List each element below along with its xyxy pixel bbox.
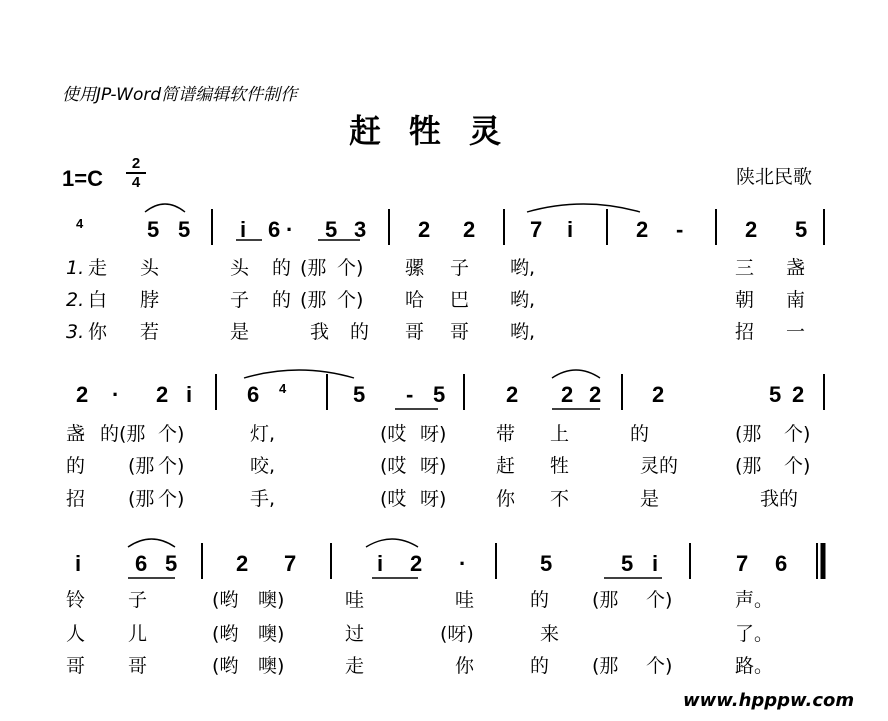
grace-note: 4: [279, 381, 287, 396]
note: 2: [561, 382, 574, 407]
tie: [244, 370, 354, 378]
note: 7: [284, 551, 297, 576]
note: ·: [459, 551, 467, 576]
lyric-syllable: 头: [230, 257, 250, 279]
lyric-syllable: (那: [735, 423, 762, 445]
lyric-syllable: 噢): [258, 589, 285, 611]
note: 3: [354, 217, 367, 242]
lyric-syllable: 哈: [405, 289, 425, 311]
note: i: [567, 217, 574, 242]
lyric-syllable: 你: [496, 488, 516, 510]
note: -: [676, 217, 684, 242]
grace-note: 4: [76, 216, 84, 231]
lyric-syllable: 呀): [420, 455, 447, 477]
lyric-syllable: (那: [128, 455, 155, 477]
lyric-syllable: (那: [128, 488, 155, 510]
lyric-syllable: 的: [272, 289, 292, 311]
lyric-syllable: (哟: [212, 589, 239, 611]
lyric-syllable: 哟,: [510, 321, 536, 343]
note: 2: [418, 217, 431, 242]
lyric-syllable: (呀): [440, 623, 474, 645]
note: 7: [530, 217, 543, 242]
lyric-syllable: (那: [592, 589, 619, 611]
lyric-syllable: 的: [630, 423, 650, 445]
lyric-syllable: (那: [300, 257, 327, 279]
note: 5: [325, 217, 338, 242]
lyric-syllable: 赶: [496, 455, 516, 477]
lyric-syllable: 个): [646, 589, 673, 611]
note: -: [406, 382, 414, 407]
note: 5: [769, 382, 782, 407]
note: i: [240, 217, 247, 242]
lyric-syllable: (哎: [380, 423, 407, 445]
note: 2: [410, 551, 423, 576]
lyric-syllable: 的: [530, 589, 550, 611]
note: 5: [540, 551, 553, 576]
tie: [527, 204, 640, 212]
lyric-syllable: 招: [66, 488, 86, 510]
lyric-syllable: (那: [300, 289, 327, 311]
lyric-syllable: 3.: [66, 321, 85, 343]
lyric-syllable: (哟: [212, 655, 239, 677]
lyric-syllable: (那: [592, 655, 619, 677]
lyric-syllable: 过: [345, 623, 365, 645]
lyric-syllable: 巴: [450, 289, 470, 311]
song-title: 赶牲灵: [349, 112, 530, 150]
lyric-syllable: 盏: [66, 423, 86, 445]
lyric-syllable: 呀): [420, 423, 447, 445]
note: ·: [286, 217, 294, 242]
note: i: [652, 551, 659, 576]
lyric-syllable: 一: [786, 321, 806, 343]
note: 5: [165, 551, 178, 576]
lyric-syllable: (哟: [212, 623, 239, 645]
key-signature: 1=C: [62, 166, 103, 191]
lyric-syllable: 走: [88, 257, 108, 279]
note: ·: [112, 382, 120, 407]
lyric-syllable: (哎: [380, 455, 407, 477]
note: 5: [178, 217, 191, 242]
lyric-syllable: 灯,: [250, 423, 276, 445]
note: 5: [621, 551, 634, 576]
lyric-syllable: (那: [735, 455, 762, 477]
lyric-syllable: 哥: [450, 321, 470, 343]
note: 2: [792, 382, 805, 407]
lyric-syllable: 个): [158, 455, 185, 477]
lyric-syllable: 咬,: [250, 455, 276, 477]
watermark: www.hpppw.com: [683, 690, 855, 711]
note: 5: [795, 217, 808, 242]
note: 7: [736, 551, 749, 576]
lyric-syllable: 上: [550, 423, 570, 445]
lyric-syllable: 个): [337, 289, 364, 311]
lyric-syllable: 我的: [760, 488, 799, 510]
lyric-syllable: 哟,: [510, 289, 536, 311]
lyric-syllable: 2.: [66, 289, 85, 311]
note: 5: [353, 382, 366, 407]
note: i: [377, 551, 384, 576]
lyric-syllable: (哎: [380, 488, 407, 510]
note: 6: [247, 382, 260, 407]
note: 2: [636, 217, 649, 242]
lyric-syllable: 个): [158, 423, 185, 445]
lyric-syllable: 骡: [405, 257, 425, 279]
note: 2: [236, 551, 249, 576]
note: 2: [463, 217, 476, 242]
lyric-syllable: 哇: [345, 589, 365, 611]
lyric-syllable: 噢): [258, 623, 285, 645]
lyric-syllable: 手,: [250, 488, 276, 510]
lyric-syllable: 哟,: [510, 257, 536, 279]
time-signature-bottom: 4: [131, 174, 141, 191]
lyric-syllable: 我: [310, 321, 330, 343]
lyric-syllable: 噢): [258, 655, 285, 677]
lyric-syllable: 哥: [128, 655, 148, 677]
lyric-syllable: 子: [128, 589, 148, 611]
lyric-syllable: 你: [88, 321, 108, 343]
lyric-syllable: 的: [350, 321, 370, 343]
time-signature-top: 2: [131, 155, 141, 172]
lyric-syllable: 来: [540, 623, 560, 645]
lyric-syllable: 声。: [735, 589, 774, 611]
note: 6: [135, 551, 148, 576]
note: 6: [268, 217, 281, 242]
lyric-syllable: 的: [272, 257, 292, 279]
lyric-syllable: 个): [784, 423, 811, 445]
lyric-syllable: 路。: [735, 655, 774, 677]
lyric-syllable: 的: [530, 655, 550, 677]
lyric-syllable: 若: [140, 321, 160, 343]
lyric-syllable: 了。: [735, 623, 774, 645]
lyric-syllable: 哥: [66, 655, 86, 677]
lyric-syllable: 南: [786, 289, 806, 311]
lyric-syllable: 个): [337, 257, 364, 279]
note: i: [186, 382, 193, 407]
lyric-syllable: 儿: [128, 623, 148, 645]
lyric-syllable: 1.: [66, 257, 85, 279]
lyric-syllable: 朝: [735, 289, 755, 311]
lyric-syllable: 白: [88, 289, 108, 311]
slur: [145, 204, 185, 212]
lyric-syllable: 走: [345, 655, 365, 677]
lyric-syllable: 的(那: [100, 423, 146, 445]
slur: [366, 539, 418, 547]
lyric-syllable: 个): [646, 655, 673, 677]
note: i: [75, 551, 82, 576]
lyric-syllable: 哥: [405, 321, 425, 343]
lyric-syllable: 铃: [66, 589, 86, 611]
note: 2: [76, 382, 89, 407]
lyric-syllable: 哇: [455, 589, 475, 611]
lyric-syllable: 人: [66, 623, 86, 645]
lyric-syllable: 带: [496, 423, 516, 445]
note: 5: [433, 382, 446, 407]
lyric-syllable: 盏: [786, 257, 806, 279]
slur: [552, 370, 600, 378]
note: 2: [652, 382, 665, 407]
lyric-syllable: 是: [640, 488, 660, 510]
note: 2: [589, 382, 602, 407]
lyric-syllable: 不: [550, 488, 570, 510]
lyric-syllable: 的: [66, 455, 86, 477]
note: 2: [156, 382, 169, 407]
lyric-syllable: 招: [735, 321, 755, 343]
lyric-syllable: 呀): [420, 488, 447, 510]
lyric-syllable: 灵的: [640, 455, 679, 477]
lyric-syllable: 头: [140, 257, 160, 279]
note: 2: [745, 217, 758, 242]
slur: [128, 539, 175, 547]
lyric-syllable: 脖: [140, 289, 160, 311]
lyric-syllable: 三: [735, 257, 755, 279]
lyric-syllable: 子: [450, 257, 470, 279]
note: 2: [506, 382, 519, 407]
lyric-syllable: 你: [455, 655, 475, 677]
lyric-syllable: 个): [784, 455, 811, 477]
note: 5: [147, 217, 160, 242]
lyric-syllable: 是: [230, 321, 250, 343]
lyric-syllable: 牲: [550, 455, 570, 477]
note: 6: [775, 551, 788, 576]
lyric-syllable: 个): [158, 488, 185, 510]
lyric-syllable: 子: [230, 289, 250, 311]
song-origin: 陕北民歌: [736, 166, 813, 188]
software-credit: 使用JP-Word简谱编辑软件制作: [62, 85, 298, 105]
